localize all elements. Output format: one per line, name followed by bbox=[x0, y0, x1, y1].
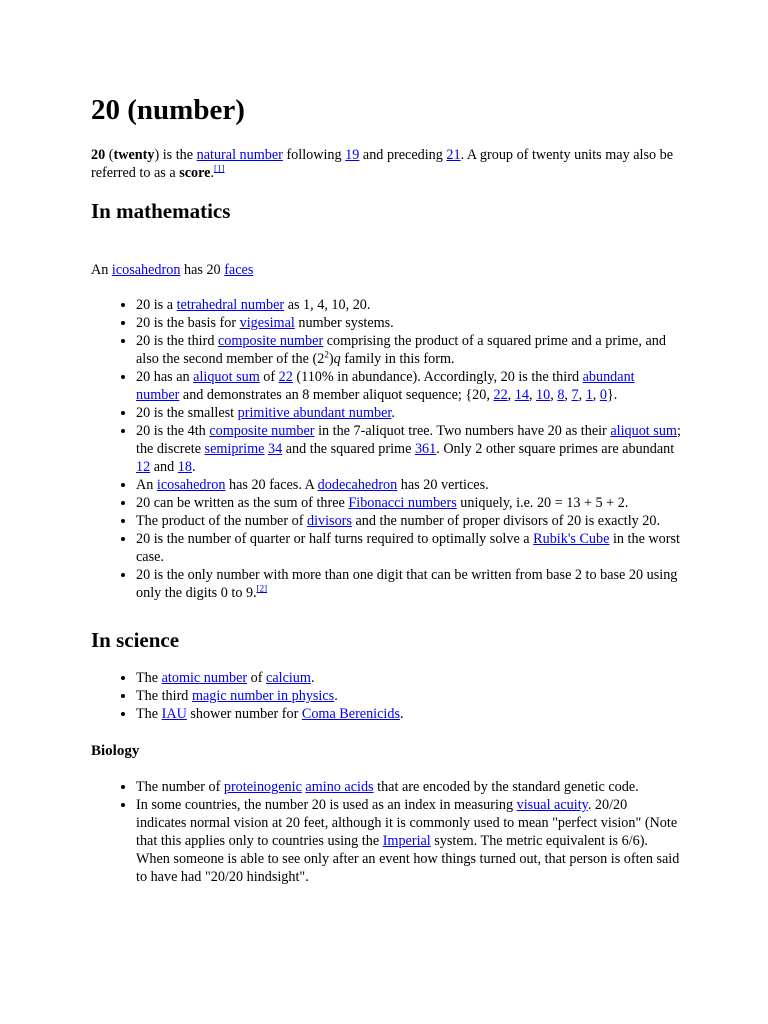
list-item bbox=[136, 332, 681, 368]
text: and preceding bbox=[359, 147, 447, 163]
text: and demonstrates an 8 member aliquot sequence; {20, bbox=[179, 387, 494, 403]
link-1[interactable]: 1 bbox=[585, 387, 593, 403]
link-12[interactable]: 12 bbox=[136, 459, 151, 475]
list-item bbox=[136, 314, 681, 332]
text: ( bbox=[105, 147, 114, 163]
text: of bbox=[247, 670, 267, 686]
list-item bbox=[136, 422, 681, 476]
link-19[interactable]: 19 bbox=[345, 147, 360, 163]
list-item bbox=[136, 669, 681, 687]
text: in the worst case. bbox=[136, 531, 680, 565]
link-proteinogenic[interactable]: proteinogenic bbox=[223, 779, 302, 795]
link-22[interactable]: 22 bbox=[493, 387, 508, 403]
list-item bbox=[136, 705, 681, 723]
text: . bbox=[334, 688, 338, 704]
text: . bbox=[191, 459, 196, 475]
link-faces[interactable]: faces bbox=[224, 262, 254, 278]
text: 20 has an bbox=[136, 369, 194, 385]
link-0[interactable]: 0 bbox=[599, 387, 607, 403]
text: (110% in abundance). Accordingly, 20 is the third bbox=[292, 369, 583, 385]
link-dodecahedron[interactable]: dodecahedron bbox=[317, 477, 398, 493]
text: , bbox=[592, 387, 600, 403]
text: of bbox=[259, 369, 279, 385]
text: . 20/20 indicates normal vision at 20 feet, although it is commonly used to mean "perfect vision" (Note that this applies only to countries using the bbox=[136, 797, 678, 849]
text: and bbox=[150, 459, 178, 475]
link-21[interactable]: 21 bbox=[446, 147, 461, 163]
list-item bbox=[136, 566, 681, 602]
link-divisors[interactable]: divisors bbox=[306, 513, 352, 529]
link-icosahedron[interactable]: icosahedron bbox=[111, 262, 181, 278]
mathematics-list bbox=[91, 296, 681, 602]
text: The bbox=[136, 706, 162, 722]
link-fibonacci-numbers[interactable]: Fibonacci numbers bbox=[348, 495, 457, 511]
text: has 20 bbox=[180, 262, 225, 278]
section-heading-science: In science bbox=[91, 628, 180, 652]
link-semiprime[interactable]: semiprime bbox=[204, 441, 265, 457]
reference-2-link[interactable]: [2] bbox=[256, 583, 268, 594]
text: following bbox=[282, 147, 346, 163]
text: 20 is the number of quarter or half turns required to optimally solve a bbox=[136, 531, 534, 547]
link-natural-number[interactable]: natural number bbox=[196, 147, 283, 163]
bold-term-20: 20 bbox=[91, 147, 106, 163]
text: , bbox=[528, 387, 537, 403]
link-8[interactable]: 8 bbox=[557, 387, 565, 403]
page-title: 20 (number) bbox=[91, 94, 245, 126]
list-item bbox=[136, 778, 681, 796]
list-item bbox=[136, 512, 681, 530]
list-item bbox=[136, 796, 681, 886]
text: . A group of twenty units may also be referred to as a bbox=[91, 147, 674, 181]
text: and the squared prime bbox=[282, 441, 415, 457]
text: and the number of proper divisors of 20 is exactly 20. bbox=[351, 513, 661, 529]
link-361[interactable]: 361 bbox=[414, 441, 437, 457]
intro-paragraph bbox=[91, 146, 681, 182]
link-iau[interactable]: IAU bbox=[161, 706, 187, 722]
link-composite-number[interactable]: composite number bbox=[217, 333, 324, 349]
link-visual-acuity[interactable]: visual acuity bbox=[516, 797, 588, 813]
text: In some countries, the number 20 is used as an index in measuring bbox=[136, 797, 517, 813]
text: An bbox=[136, 477, 157, 493]
text: comprising the product of a squared prime and a prime, and also the second member of the (2 bbox=[136, 333, 666, 367]
text: , bbox=[578, 387, 586, 403]
text: . bbox=[391, 405, 395, 421]
science-list bbox=[91, 669, 681, 723]
text: . bbox=[310, 670, 315, 686]
link-magic-number-in-physics[interactable]: magic number in physics bbox=[191, 688, 335, 704]
section-heading-mathematics: In mathematics bbox=[91, 199, 231, 223]
text: The bbox=[136, 670, 162, 686]
text: 20 can be written as the sum of three bbox=[136, 495, 349, 511]
list-item bbox=[136, 368, 681, 404]
link-aliquot-sum[interactable]: aliquot sum bbox=[610, 423, 677, 439]
link-tetrahedral-number[interactable]: tetrahedral number bbox=[176, 297, 285, 313]
text: 20 is the basis for bbox=[136, 315, 240, 331]
bold-term-twenty: twenty bbox=[113, 147, 155, 163]
link-22[interactable]: 22 bbox=[278, 369, 293, 385]
text: as 1, 4, 10, 20. bbox=[284, 297, 371, 313]
link-10[interactable]: 10 bbox=[536, 387, 551, 403]
link-14[interactable]: 14 bbox=[514, 387, 529, 403]
text: ) is the bbox=[154, 147, 197, 163]
image-caption bbox=[91, 261, 681, 279]
text: number systems. bbox=[294, 315, 394, 331]
link-rubiks-cube[interactable]: Rubik's Cube bbox=[533, 531, 610, 547]
link-imperial[interactable]: Imperial bbox=[382, 833, 431, 849]
text: , bbox=[550, 387, 558, 403]
link-abundant-number[interactable]: abundant number bbox=[136, 369, 635, 403]
link-calcium[interactable]: calcium bbox=[266, 670, 311, 686]
text: ) bbox=[328, 351, 334, 367]
text: An bbox=[91, 262, 112, 278]
text: 20 is the only number with more than one digit that can be written from base 2 to base 20 using only the digits 0 to 9. bbox=[136, 567, 678, 601]
text: in the 7-aliquot tree. Two numbers have 20 as their bbox=[314, 423, 611, 439]
text: has 20 faces. A bbox=[225, 477, 318, 493]
text: The number of bbox=[136, 779, 224, 795]
link-34[interactable]: 34 bbox=[267, 441, 283, 457]
bold-term-score: score bbox=[179, 165, 211, 181]
text: 20 is the third bbox=[136, 333, 218, 349]
list-item bbox=[136, 687, 681, 705]
text: . Only 2 other square primes are abundant bbox=[436, 441, 675, 457]
text: system. The metric equivalent is 6/6). When someone is able to see only after an event how things turned out, that person is often said to have had "20/20 hindsight". bbox=[136, 833, 680, 885]
text: , bbox=[564, 387, 572, 403]
superscript: 2 bbox=[324, 349, 329, 360]
link-atomic-number[interactable]: atomic number bbox=[161, 670, 248, 686]
text: , bbox=[507, 387, 515, 403]
link-composite-number[interactable]: composite number bbox=[209, 423, 315, 439]
text: shower number for bbox=[186, 706, 302, 722]
list-item bbox=[136, 476, 681, 494]
list-item bbox=[136, 404, 681, 422]
text: uniquely, i.e. 20 = 13 + 5 + 2. bbox=[456, 495, 629, 511]
text: 20 is the smallest bbox=[136, 405, 238, 421]
text: }. bbox=[606, 387, 618, 403]
link-18[interactable]: 18 bbox=[177, 459, 192, 475]
italic-q: q bbox=[333, 351, 341, 367]
list-item bbox=[136, 296, 681, 314]
text: 20 is the 4th bbox=[136, 423, 210, 439]
text: family in this form. bbox=[340, 351, 455, 367]
text: has 20 vertices. bbox=[397, 477, 489, 493]
biology-list bbox=[91, 778, 681, 886]
text: . bbox=[399, 706, 404, 722]
link-vigesimal[interactable]: vigesimal bbox=[239, 315, 295, 331]
link-icosahedron[interactable]: icosahedron bbox=[156, 477, 226, 493]
link-7[interactable]: 7 bbox=[571, 387, 579, 403]
link-aliquot-sum[interactable]: aliquot sum bbox=[193, 369, 260, 385]
text: 20 is a bbox=[136, 297, 177, 313]
list-item bbox=[136, 530, 681, 566]
list-item bbox=[136, 494, 681, 512]
link-coma-berenicids[interactable]: Coma Berenicids bbox=[301, 706, 400, 722]
subsection-heading-biology: Biology bbox=[91, 743, 140, 759]
link-amino-acids[interactable]: amino acids bbox=[305, 779, 374, 795]
text: The third bbox=[136, 688, 192, 704]
text: The product of the number of bbox=[136, 513, 307, 529]
text: that are encoded by the standard genetic code. bbox=[373, 779, 639, 795]
text: ; the discrete bbox=[136, 423, 681, 457]
article bbox=[91, 90, 681, 886]
link-primitive-abundant-number[interactable]: primitive abundant number bbox=[237, 405, 392, 421]
text: . bbox=[210, 165, 215, 181]
reference-1-link[interactable]: [1] bbox=[214, 163, 225, 174]
